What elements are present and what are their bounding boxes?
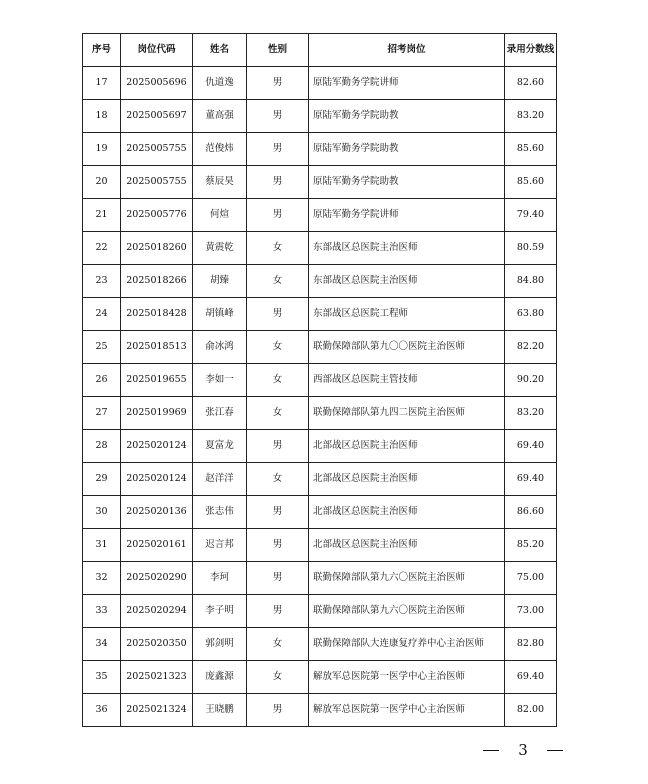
cell-score: 79.40 <box>505 199 557 232</box>
cell-score: 69.40 <box>505 661 557 694</box>
cell-name: 王晓鹏 <box>193 694 247 727</box>
cell-gender: 男 <box>247 67 309 100</box>
cell-gender: 女 <box>247 364 309 397</box>
cell-code: 2025020294 <box>121 595 193 628</box>
cell-score: 85.20 <box>505 529 557 562</box>
cell-score: 82.20 <box>505 331 557 364</box>
cell-score: 82.00 <box>505 694 557 727</box>
cell-gender: 男 <box>247 133 309 166</box>
cell-seq: 20 <box>83 166 121 199</box>
cell-score: 73.00 <box>505 595 557 628</box>
cell-post: 东部战区总医院工程师 <box>309 298 505 331</box>
cell-name: 李子明 <box>193 595 247 628</box>
cell-score: 63.80 <box>505 298 557 331</box>
cell-gender: 女 <box>247 661 309 694</box>
cell-code: 2025021323 <box>121 661 193 694</box>
cell-post: 联勤保障部队第九六〇医院主治医师 <box>309 595 505 628</box>
cell-name: 夏富龙 <box>193 430 247 463</box>
cell-gender: 女 <box>247 265 309 298</box>
cell-post: 北部战区总医院主治医师 <box>309 430 505 463</box>
cell-code: 2025020350 <box>121 628 193 661</box>
cell-name: 李如一 <box>193 364 247 397</box>
cell-post: 联勤保障部队第九四二医院主治医师 <box>309 397 505 430</box>
cell-code: 2025005696 <box>121 67 193 100</box>
cell-code: 2025020124 <box>121 430 193 463</box>
cell-name: 张江春 <box>193 397 247 430</box>
cell-seq: 31 <box>83 529 121 562</box>
cell-seq: 35 <box>83 661 121 694</box>
cell-post: 原陆军勤务学院助教 <box>309 133 505 166</box>
cell-code: 2025019969 <box>121 397 193 430</box>
cell-gender: 女 <box>247 463 309 496</box>
header-code: 岗位代码 <box>121 34 193 67</box>
cell-gender: 男 <box>247 166 309 199</box>
cell-code: 2025018513 <box>121 331 193 364</box>
cell-seq: 36 <box>83 694 121 727</box>
table-row <box>83 595 557 628</box>
cell-score: 90.20 <box>505 364 557 397</box>
cell-seq: 23 <box>83 265 121 298</box>
cell-post: 北部战区总医院主治医师 <box>309 463 505 496</box>
admission-table <box>82 33 557 727</box>
table-row <box>83 67 557 100</box>
cell-seq: 29 <box>83 463 121 496</box>
table-row <box>83 463 557 496</box>
cell-gender: 男 <box>247 595 309 628</box>
cell-seq: 32 <box>83 562 121 595</box>
table-row <box>83 100 557 133</box>
cell-score: 69.40 <box>505 430 557 463</box>
table-row <box>83 364 557 397</box>
cell-name: 张志伟 <box>193 496 247 529</box>
cell-name: 范俊炜 <box>193 133 247 166</box>
cell-gender: 男 <box>247 694 309 727</box>
table-row <box>83 628 557 661</box>
cell-post: 东部战区总医院主治医师 <box>309 265 505 298</box>
cell-code: 2025019655 <box>121 364 193 397</box>
table-row <box>83 331 557 364</box>
cell-name: 黄震乾 <box>193 232 247 265</box>
cell-code: 2025020161 <box>121 529 193 562</box>
cell-post: 西部战区总医院主管技师 <box>309 364 505 397</box>
cell-name: 赵洋洋 <box>193 463 247 496</box>
cell-seq: 18 <box>83 100 121 133</box>
cell-post: 原陆军勤务学院助教 <box>309 100 505 133</box>
cell-post: 联勤保障部队第九〇〇医院主治医师 <box>309 331 505 364</box>
table-header-row <box>83 34 557 67</box>
cell-score: 84.80 <box>505 265 557 298</box>
cell-score: 85.60 <box>505 166 557 199</box>
cell-post: 原陆军勤务学院助教 <box>309 166 505 199</box>
cell-name: 蔡辰昊 <box>193 166 247 199</box>
cell-score: 80.59 <box>505 232 557 265</box>
page-number: 3 <box>518 741 528 759</box>
cell-gender: 女 <box>247 628 309 661</box>
cell-score: 82.60 <box>505 67 557 100</box>
cell-code: 2025005697 <box>121 100 193 133</box>
cell-score: 85.60 <box>505 133 557 166</box>
cell-post: 北部战区总医院主治医师 <box>309 496 505 529</box>
admission-table-wrapper <box>82 33 556 727</box>
cell-gender: 女 <box>247 331 309 364</box>
cell-seq: 27 <box>83 397 121 430</box>
table-row <box>83 133 557 166</box>
cell-seq: 21 <box>83 199 121 232</box>
cell-seq: 22 <box>83 232 121 265</box>
cell-code: 2025005755 <box>121 166 193 199</box>
cell-gender: 女 <box>247 232 309 265</box>
table-row <box>83 661 557 694</box>
cell-gender: 男 <box>247 430 309 463</box>
page-footer <box>483 740 563 760</box>
cell-name: 郭剑明 <box>193 628 247 661</box>
header-gender: 性别 <box>247 34 309 67</box>
cell-seq: 30 <box>83 496 121 529</box>
header-seq: 序号 <box>83 34 121 67</box>
cell-code: 2025020136 <box>121 496 193 529</box>
cell-gender: 男 <box>247 496 309 529</box>
table-row <box>83 265 557 298</box>
cell-score: 82.80 <box>505 628 557 661</box>
cell-seq: 25 <box>83 331 121 364</box>
cell-gender: 男 <box>247 529 309 562</box>
cell-gender: 男 <box>247 562 309 595</box>
table-body <box>83 67 557 727</box>
table-row <box>83 562 557 595</box>
header-score: 录用分数线 <box>505 34 557 67</box>
table-row <box>83 694 557 727</box>
cell-score: 69.40 <box>505 463 557 496</box>
cell-post: 解放军总医院第一医学中心主治医师 <box>309 661 505 694</box>
cell-seq: 34 <box>83 628 121 661</box>
cell-seq: 28 <box>83 430 121 463</box>
table-row <box>83 397 557 430</box>
cell-seq: 24 <box>83 298 121 331</box>
cell-seq: 19 <box>83 133 121 166</box>
cell-gender: 男 <box>247 298 309 331</box>
cell-name: 迟言邦 <box>193 529 247 562</box>
table-row <box>83 298 557 331</box>
cell-post: 北部战区总医院主治医师 <box>309 529 505 562</box>
cell-code: 2025018266 <box>121 265 193 298</box>
cell-code: 2025018260 <box>121 232 193 265</box>
cell-name: 仇道逸 <box>193 67 247 100</box>
header-post: 招考岗位 <box>309 34 505 67</box>
cell-seq: 26 <box>83 364 121 397</box>
cell-post: 联勤保障部队大连康复疗养中心主治医师 <box>309 628 505 661</box>
footer-dash-right <box>547 750 563 751</box>
cell-name: 李珂 <box>193 562 247 595</box>
table-row <box>83 430 557 463</box>
table-row <box>83 199 557 232</box>
cell-post: 原陆军勤务学院讲师 <box>309 67 505 100</box>
cell-code: 2025005755 <box>121 133 193 166</box>
cell-gender: 男 <box>247 100 309 133</box>
cell-name: 胡镇峰 <box>193 298 247 331</box>
cell-name: 庞鑫源 <box>193 661 247 694</box>
table-row <box>83 232 557 265</box>
cell-score: 75.00 <box>505 562 557 595</box>
cell-code: 2025020124 <box>121 463 193 496</box>
table-row <box>83 496 557 529</box>
cell-name: 胡臻 <box>193 265 247 298</box>
table-row <box>83 166 557 199</box>
cell-post: 东部战区总医院主治医师 <box>309 232 505 265</box>
cell-code: 2025021324 <box>121 694 193 727</box>
cell-code: 2025020290 <box>121 562 193 595</box>
cell-post: 解放军总医院第一医学中心主治医师 <box>309 694 505 727</box>
cell-post: 联勤保障部队第九六〇医院主治医师 <box>309 562 505 595</box>
cell-code: 2025005776 <box>121 199 193 232</box>
cell-seq: 33 <box>83 595 121 628</box>
cell-seq: 17 <box>83 67 121 100</box>
cell-post: 原陆军勤务学院讲师 <box>309 199 505 232</box>
cell-name: 俞冰鸿 <box>193 331 247 364</box>
cell-name: 董高强 <box>193 100 247 133</box>
cell-code: 2025018428 <box>121 298 193 331</box>
cell-score: 86.60 <box>505 496 557 529</box>
cell-gender: 男 <box>247 199 309 232</box>
footer-dash-left <box>483 750 499 751</box>
cell-gender: 女 <box>247 397 309 430</box>
cell-score: 83.20 <box>505 100 557 133</box>
cell-score: 83.20 <box>505 397 557 430</box>
table-row <box>83 529 557 562</box>
cell-name: 何煊 <box>193 199 247 232</box>
header-name: 姓名 <box>193 34 247 67</box>
